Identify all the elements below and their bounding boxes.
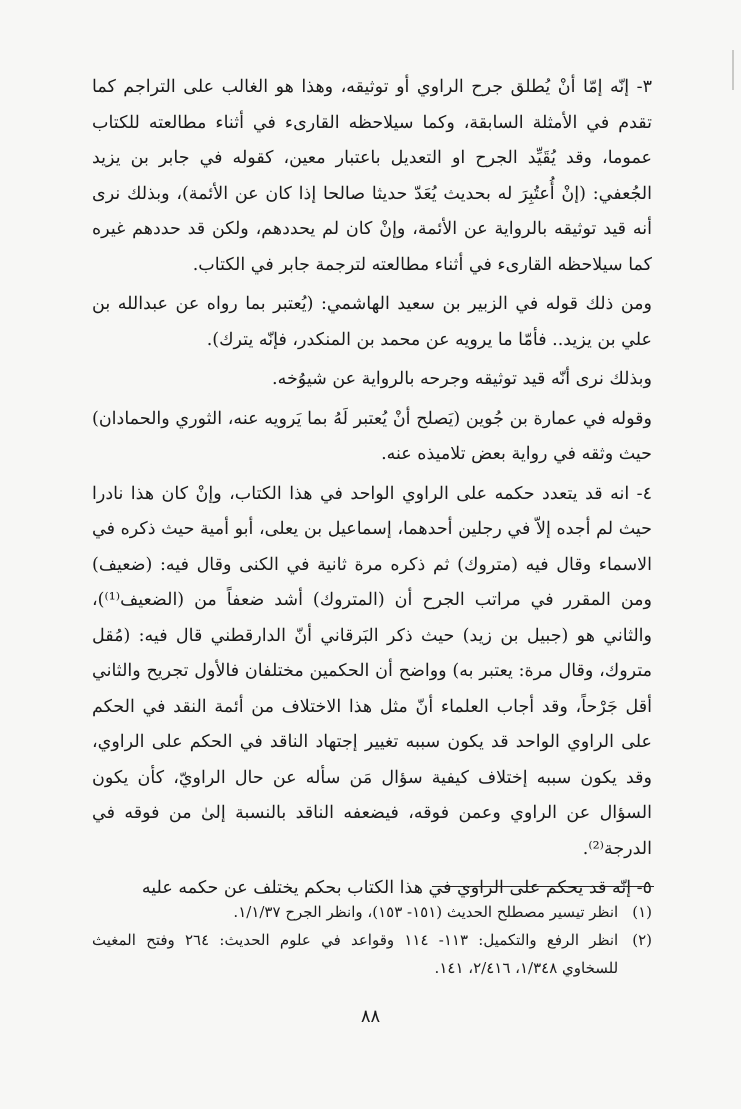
paragraph-point-4: ٤- انه قد يتعدد حكمه على الراوي الواحد في هذا الكتاب، وإنْ كان هذا نادرا حيث لم أجده إلاّ في رجلين أحدهما، إسماعيل بن يعلى، أبو أمية حيث ذكره في الاسماء وقال فيه (متروك) ثم ذكره مرة ثانية في الكنى وقال فيه: (ضعيف) ومن المقرر في مراتب الجرح أن (المتروك) أشد ضعفاً من (الضعيف⁽¹⁾)، والثاني هو (جبيل بن زيد) حيث ذكر البَرقاني أنّ الدارقطني قال فيه: (مُقل متروك، وقال مرة: يعتبر به) وواضح أن الحكمين مختلفان فالأول تجريح والثاني أقل جَرْحاً، وقد أجاب العلماء أنّ مثل هذا الاختلاف من أئمة النقد في الحكم على الراوي الواحد قد يكون سببه تغيير إجتهاد الناقد في الحكم على الراوي، وقد يكون سببه إختلاف كيفية سؤال مَن سأله عن حال الراويّ، كأن يكون السؤال عن الراوي وعمن فوقه، فيضعفه الناقد بالنسبة إلىٰ من فوقه في الدرجة⁽²⁾. — [92, 483, 652, 859]
footnote-number: (١) — [632, 903, 652, 921]
footnote-text: انظر الرفع والتكميل: ١١٣- ١١٤ وقواعد في علوم الحديث: ٢٦٤ وفتح المغيث للسخاوي ١/٣٤٨، ٢/٤١٦، ١٤١. — [92, 931, 619, 977]
paragraph-umara: وقوله في عمارة بن جُوين (يَصلح أنْ يُعتبر لَهُ بما يَرويه عنه، الثوري والحمادان) حيث وثقه في رواية بعض تلاميذه عنه. — [92, 408, 652, 464]
footnote-2 — [92, 926, 652, 982]
footnote-separator — [432, 886, 654, 887]
footnote-text: انظر تيسير مصطلح الحديث (١٥١- ١٥٣)، وانظر الجرح ١/١/٣٧. — [233, 903, 619, 921]
footnotes — [92, 898, 652, 982]
page-edge-shadow — [732, 50, 734, 90]
paragraph-point-3: ٣- إنّه إمّا أنْ يُطلق جرح الراوي أو توثيقه، وهذا هو الغالب على التراجم كما تقدم في الأمثلة السابقة، وكما سيلاحظه القارىء في أثناء مطالعته للكتاب عموما، وقد يُقَيِّد الجرح او التعديل باعتبار معين، كقوله في جابر بن يزيد الجُعفي: (إنْ أُعتُبِرَ له بحديث يُعَدّ حديثا صالحا إذا كان عن الأئمة)، وبذلك نرى أنه قيد توثيقه بالرواية عن الأئمة، وإنْ كان لم يحددهم، ولكن قد حددهم غيره كما سيلاحظه القارىء في أثناء مطالعته لترجمة جابر في الكتاب. — [92, 77, 652, 275]
footnote-1 — [92, 898, 652, 926]
paragraph-point-5: ٥- إنّه قد يحكم على الراوي في هذا الكتاب بحكم يختلف عن حكمه عليه — [141, 878, 652, 898]
main-text — [92, 70, 652, 907]
paragraph-conclusion-zubair: وبذلك نرى أنّه قيد توثيقه وجرحه بالرواية عن شيوُخه. — [272, 369, 652, 389]
footnote-number: (٢) — [632, 931, 652, 949]
paragraph-zubair: ومن ذلك قوله في الزبير بن سعيد الهاشمي: (يُعتبر بما رواه عن عبدالله بن علي بن يزيد.. فأمّا ما يرويه عن محمد بن المنكدر، فإنّه يترك). — [92, 294, 652, 350]
page-number: ٨٨ — [360, 1006, 381, 1027]
